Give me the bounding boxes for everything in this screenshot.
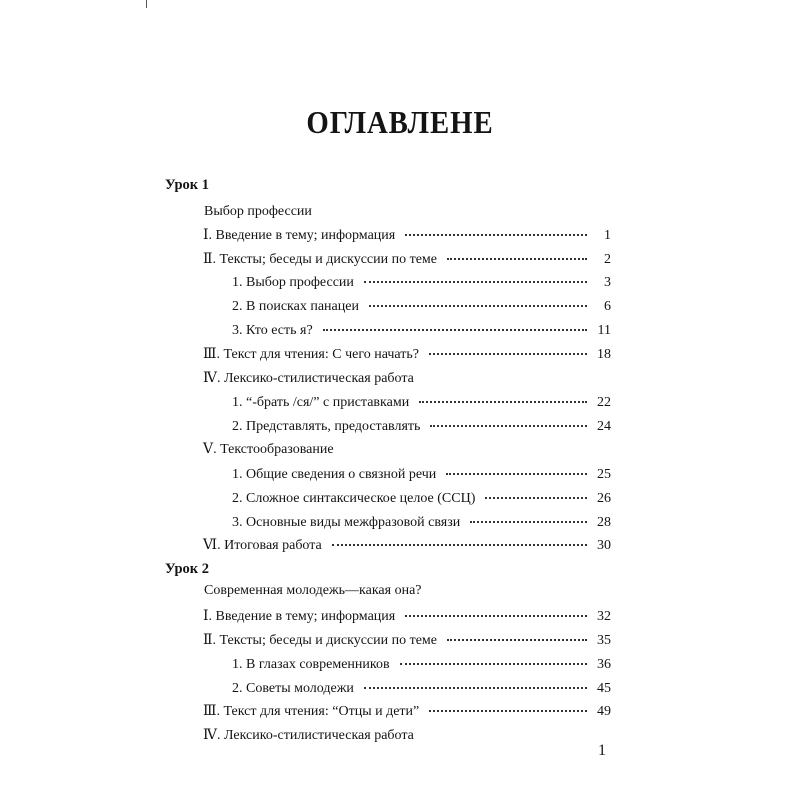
toc-entry-text: Ⅱ. Тексты; беседы и дискуссии по теме bbox=[203, 252, 438, 267]
toc-entry bbox=[203, 439, 611, 461]
toc-entry-page: 25 bbox=[597, 467, 611, 482]
page-number: 1 bbox=[598, 742, 606, 759]
leader-dots bbox=[470, 519, 587, 523]
toc-entry bbox=[232, 654, 611, 676]
toc-entry-page: 22 bbox=[597, 395, 611, 410]
toc-entry-text: Ⅰ. Введение в тему; информация bbox=[203, 228, 396, 243]
page-title: ОГЛАВЛЕНЕ bbox=[306, 104, 494, 140]
toc-entry-page: 6 bbox=[604, 299, 611, 314]
toc-entry-text: 1. “-брать /ся/” с приставками bbox=[232, 395, 410, 410]
lesson-2-label: Урок 2 bbox=[165, 561, 209, 577]
toc-entry-page: 11 bbox=[597, 323, 611, 338]
toc-entry-page: 28 bbox=[597, 515, 611, 530]
lesson-2-heading: Современная молодежь—какая она? bbox=[204, 583, 422, 598]
scan-mark bbox=[146, 0, 147, 8]
leader-dots bbox=[332, 542, 587, 546]
toc-entry-text: Ⅲ. Текст для чтения: “Отцы и дети” bbox=[203, 704, 420, 719]
leader-dots bbox=[369, 303, 587, 307]
toc-entry bbox=[203, 344, 611, 366]
leader-dots bbox=[447, 637, 587, 641]
toc-entry-page: 2 bbox=[604, 252, 611, 267]
toc-entry bbox=[232, 320, 611, 342]
leader-dots bbox=[430, 423, 587, 427]
toc-entry-page: 35 bbox=[597, 633, 611, 648]
toc-entry bbox=[232, 416, 611, 438]
toc-entry-text: 1. Выбор профессии bbox=[232, 275, 354, 290]
leader-dots bbox=[364, 685, 587, 689]
toc-entry-text: Ⅵ. Итоговая работа bbox=[203, 538, 322, 553]
toc-entry bbox=[232, 464, 611, 486]
leader-dots bbox=[323, 327, 587, 331]
leader-dots bbox=[447, 256, 587, 260]
toc-entry-page: 36 bbox=[597, 657, 611, 672]
leader-dots bbox=[419, 399, 587, 403]
toc-entry bbox=[232, 678, 611, 700]
leader-dots bbox=[429, 708, 587, 712]
leader-dots bbox=[405, 232, 587, 236]
toc-entry bbox=[232, 296, 611, 318]
toc-entry-text: 1. Общие сведения о связной речи bbox=[232, 467, 437, 482]
leader-dots bbox=[400, 661, 587, 665]
toc-entry-text: 3. Кто есть я? bbox=[232, 323, 313, 338]
toc-entry-text: Ⅰ. Введение в тему; информация bbox=[203, 609, 396, 624]
toc-entry bbox=[203, 368, 611, 390]
lesson-1-label: Урок 1 bbox=[165, 177, 209, 193]
toc-entry-text: 2. Представлять, предоставлять bbox=[232, 419, 421, 434]
toc-entry bbox=[203, 630, 611, 652]
toc-entry-page: 24 bbox=[597, 419, 611, 434]
toc-entry bbox=[232, 272, 611, 294]
toc-entry-text: Ⅱ. Тексты; беседы и дискуссии по теме bbox=[203, 633, 438, 648]
toc-entry bbox=[203, 725, 611, 747]
toc-entry-page: 3 bbox=[604, 275, 611, 290]
toc-entry bbox=[232, 488, 611, 510]
toc-entry bbox=[232, 392, 611, 414]
toc-entry bbox=[203, 249, 611, 271]
toc-entry-page: 30 bbox=[597, 538, 611, 553]
lesson-1-heading: Выбор профессии bbox=[204, 204, 312, 219]
toc-entry-text: Ⅳ. Лексико-стилистическая работа bbox=[203, 728, 414, 743]
leader-dots bbox=[405, 613, 587, 617]
toc-entry-text: 3. Основные виды межфразовой связи bbox=[232, 515, 461, 530]
toc-entry-text: 2. Сложное синтаксическое целое (ССЦ) bbox=[232, 491, 476, 506]
toc-entry-text: 2. В поисках панацеи bbox=[232, 299, 359, 314]
toc-entry-page: 18 bbox=[597, 347, 611, 362]
toc-entry-text: Ⅴ. Текстообразование bbox=[203, 442, 334, 457]
toc-entry bbox=[203, 701, 611, 723]
toc-entry-text: Ⅳ. Лексико-стилистическая работа bbox=[203, 371, 414, 386]
toc-entry bbox=[203, 606, 611, 628]
toc-entry-page: 1 bbox=[604, 228, 611, 243]
leader-dots bbox=[364, 279, 587, 283]
toc-entry bbox=[203, 535, 611, 557]
toc-entry-text: Ⅲ. Текст для чтения: С чего начать? bbox=[203, 347, 419, 362]
toc-entry-text: 2. Советы молодежи bbox=[232, 681, 354, 696]
toc-entry bbox=[203, 225, 611, 247]
leader-dots bbox=[485, 495, 587, 499]
leader-dots bbox=[446, 471, 587, 475]
leader-dots bbox=[429, 351, 587, 355]
toc-entry-page: 45 bbox=[597, 681, 611, 696]
toc-entry-page: 32 bbox=[597, 609, 611, 624]
toc-entry-text: 1. В глазах современников bbox=[232, 657, 390, 672]
toc-entry-page: 26 bbox=[597, 491, 611, 506]
toc-entry bbox=[232, 512, 611, 534]
toc-entry-page: 49 bbox=[597, 704, 611, 719]
